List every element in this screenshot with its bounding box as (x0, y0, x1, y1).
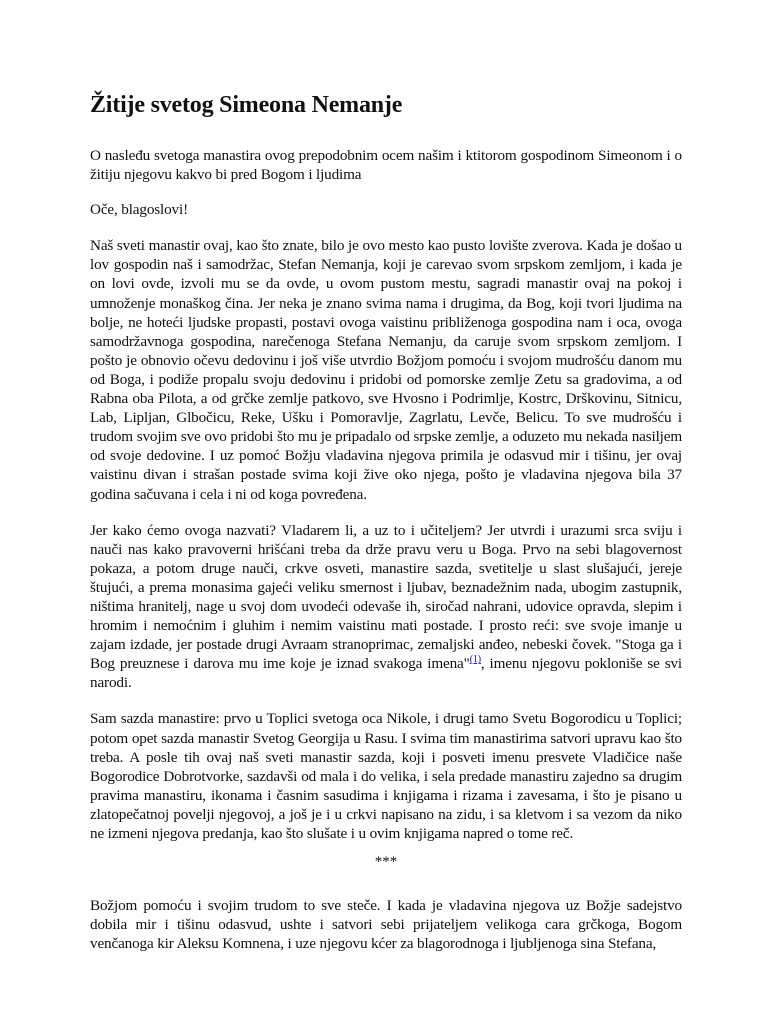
paragraph-2 (90, 521, 682, 693)
paragraph-2-tail: , imenu njegovu pokloniše se svi narodi. (90, 655, 683, 692)
paragraph-4: Božjom pomoću i svojim trudom to sve steče. I kada je vladavina njegova uz Božje sadejstvo dobila mir i tišinu odasvud, ushte i satvori sebi prijateljem velikoga cara grčkoga, Bogom venčanoga kir Aleksu Komnena, i uze njegovu kćer za blagorodnoga i ljubljenoga sina Stefana, (90, 897, 682, 953)
blessing-line: Oče, blagoslovi! (90, 201, 188, 219)
page-title: Žitije svetog Simeona Nemanje (90, 92, 403, 118)
section-separator: *** (374, 854, 398, 871)
footnote-ref (470, 654, 481, 665)
footnote-link[interactable]: (1) (469, 654, 481, 666)
paragraph-3: Sam sazda manastire: prvo u Toplici svetoga oca Nikole, i drugi tamo Svetu Bogorodicu u Toplici; potom opet sazda manastir Svetog Georgija u Rasu. I svima tim manastirima satvori upravu kao što treba. A posle tih ovaj naš sveti manastir sazda, koji i posveti imenu presvete Vladičice naše Bogorodice Dobrotvorke, sazdavši od mala i do velika, i sela predade manastiru zajedno sa drugim pravima manastiru, ikonama i časnim sasudima i knjigama i rizama i zavesama, i što je pisano u zlatopečatnoj povelji njegovoj, a još je i u crkvi napisano na zidu, i sa kletvom i sa vezom da niko ne izmeni njegova predanja, kao što slušate i u ovim knjigama napred o tome reč. (90, 710, 682, 842)
paragraph-1: Naš sveti manastir ovaj, kao što znate, bilo je ovo mesto kao pusto lovište zverova. Kada je došao u lov gospodin naš i samodržac, Stefan Nemanja, koji je carevao svom srpskom zemljom, i kada je on lovi ovde, izvoli mu se da ovde, u ovom pustom mestu, sagradi manastir ovaj na pokoj i umnoženje monaškog čina. Jer neka je znano svima nama i drugima, da Bog, koji tvori ljudima na bolje, ne hoteći ljudske propasti, postavi ovoga vaistinu približenoga gospodina nam i oca, ovoga samodržavnoga gospodina, narečenoga Stefana Nemanju, da caruje svom srpskom zemljom. I pošto je obnovio očevu dedovinu i još više utvrdio Božjom pomoću i svojom mudrošću danom mu od Boga, i podiže propalu svoju dedovinu i pridobi od pomorske zemlje Zetu sa gradovima, a od Rabna oba Pilota, a od grčke zemlje patkovo, sve Hvosno i Podrimlje, Kostrc, Drškovinu, Sitnicu, Lab, Lipljan, Glbočicu, Reke, Ušku i Pomoravlje, Zagrlatu, Levče, Belicu. To sve mudrošću i trudom svojim sve ovo pridobi što mu je pripadalo od srpske zemlje, a oduzeto mu nekada nasiljem od svoje dedovine. I uz pomoć Božju vladavina njegova primila je odasvud mir i tišinu, jer ovaj vaistinu divan i strašan postade svima koji žive oko njega, pošto je vladavina njegova bila 37 godina sačuvana i cela i ni od koga povređena. (90, 237, 682, 503)
document-body (90, 90, 682, 953)
intro-paragraph: O nasleđu svetoga manastira ovog prepodobnim ocem našim i ktitorom gospodinom Simeonom i o žitiju njegovu kakvo bi pred Bogom i ljudima (90, 147, 682, 184)
paragraph-2-text: Jer kako ćemo ovoga nazvati? Vladarem li, a uz to i učiteljem? Jer utvrdi i urazumi srca sviju i nauči nas kako pravoverni hrišćani treba da drže pravu veru u Boga. Prvo na sebi blagovernost pokaza, a potom druge nauči, crkve osveti, manastire sazda, svetitelje u slast slušajući, jereje štujući, a prema monasima gajeći veliku smernost i ljubav, beznadežnim nada, ubogim zastupnik, ništima hranitelj, nage u svoj dom uvodeći odevaše ih, siročad nahrani, udovice opravda, slepim i hromim i nemoćnim i gluhim i nemim vaistinu mati postade. I prosto reći: sve svoje imanje u zajam izdade, jer postade drugi Avraam stranoprimac, zemaljski anđeo, nebeski čovek. "Stoga ga i Bog preuznese i darova mu ime koje je iznad svakoga imena" (90, 521, 682, 673)
